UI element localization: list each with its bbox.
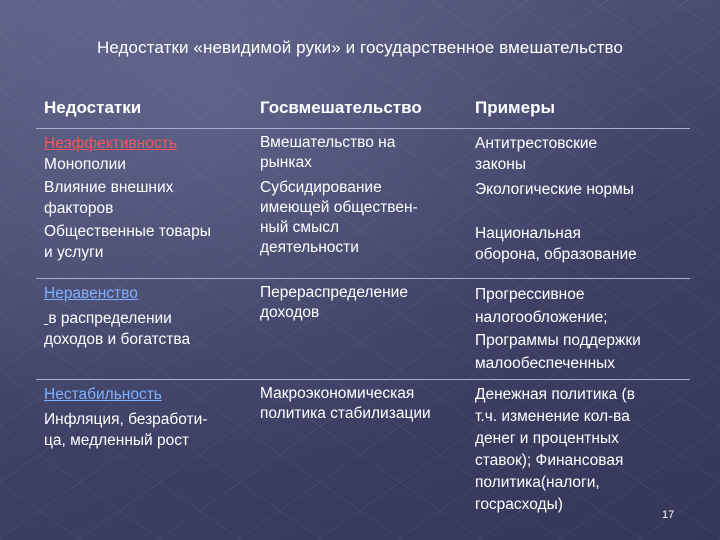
row1-flaws [44,133,211,263]
page-number: 17 [662,509,675,521]
example-line: Экологические нормы [475,181,634,198]
slide-title: Недостатки «невидимой руки» и государственное вмешательство [96,38,624,57]
link-inequality[interactable]: Неравенство [44,285,138,302]
example-spacer [475,200,637,221]
row2-flaws [44,283,190,350]
row3-intervention [260,384,431,424]
intervention-line: политика стабилизации [260,405,431,422]
rule-header [36,128,690,129]
rule-row2 [36,379,690,380]
intervention-line: Вмешательство на [260,134,396,151]
intervention-line: ный смысл [260,219,340,236]
row3-flaws [44,384,208,451]
header-intervention: Госвмешательство [260,98,422,117]
row2-examples [475,283,641,375]
flaw-line: доходов и богатства [44,331,191,348]
flaw-line: ца, медленный рост [44,432,190,449]
header-flaws: Недостатки [44,98,142,117]
row1-examples [475,133,637,265]
example-line: малообеспеченных [475,355,616,372]
example-line: т.ч. изменение кол-ва [475,408,630,425]
flaw-line: Влияние внешних [44,179,174,196]
example-line: Денежная политика (в [475,386,635,403]
flaw-line: Общественные товары [44,223,211,240]
link-instability[interactable]: Нестабильность [44,386,162,403]
flaw-line: факторов [44,200,114,217]
example-line: политика(налоги, [475,474,600,491]
flaw-line [44,308,190,329]
intervention-line: Макроэкономическая [260,385,415,402]
intervention-line: Перераспределение [260,284,408,301]
flaw-line: Монополии [44,156,126,173]
header-examples: Примеры [475,98,555,117]
example-line: ставок); Финансовая [475,452,624,469]
flaw-text: в распределении [48,310,172,327]
table-header [0,98,720,120]
example-line: налогообложение; [475,309,608,326]
example-line: законы [475,156,527,173]
intervention-line: рынках [260,154,312,171]
row2-intervention [260,283,408,323]
example-line: Прогрессивное [475,286,585,303]
intervention-line: деятельности [260,239,359,256]
example-line: оборона, образование [475,246,637,263]
link-inefficiency[interactable]: Неэффективность [44,135,177,152]
example-line: денег и процентных [475,430,619,447]
intervention-line: имеющей обществен- [260,199,418,216]
flaw-line: Инфляция, безработи- [44,411,208,428]
row1-intervention [260,133,418,258]
flaw-line: и услуги [44,244,104,261]
rule-row1 [36,278,690,279]
example-line: Программы поддержки [475,332,641,349]
example-line: госрасходы) [475,496,563,513]
intervention-line: доходов [260,304,320,321]
intervention-line: Субсидирование [260,179,382,196]
example-line: Национальная [475,225,581,242]
row3-examples [475,384,635,516]
example-line: Антитрестовские [475,135,598,152]
